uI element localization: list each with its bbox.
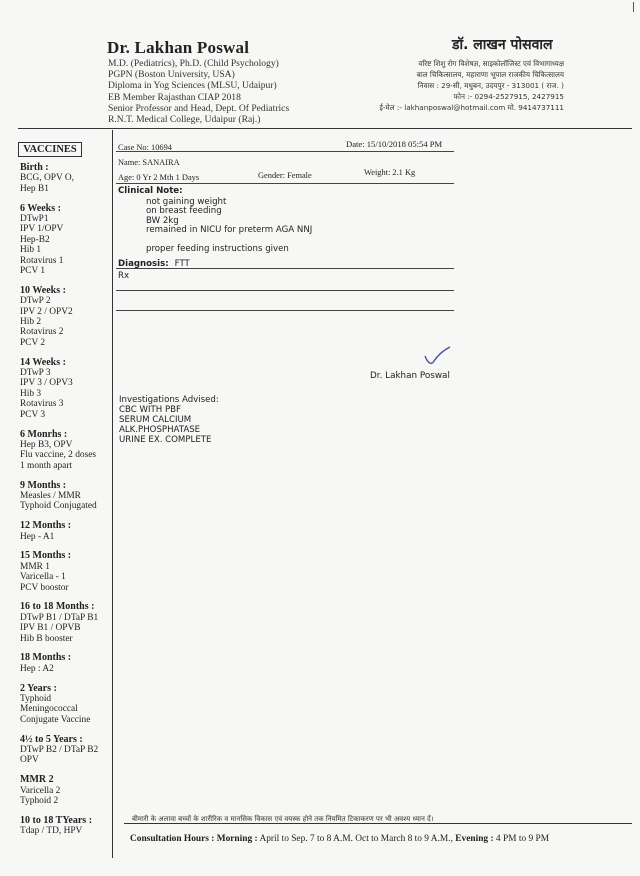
vaccine-age-heading: 15 Months :: [20, 550, 72, 562]
vaccine-item: Rotavirus 3: [20, 399, 64, 410]
vaccine-age-heading: 10 Weeks :: [20, 284, 66, 296]
vaccine-age-heading: 16 to 18 Months :: [20, 601, 95, 613]
vaccine-item: DTwP 2: [20, 296, 51, 307]
vaccine-group: [20, 653, 112, 674]
vaccine-item: DTwP B1 / DTaP B1: [20, 612, 99, 623]
investigation-item: ALK.PHOSPHATASE: [119, 425, 201, 435]
footer-divider: [124, 823, 632, 824]
vaccine-age-heading: Birth :: [20, 162, 49, 173]
investigations: [119, 395, 219, 445]
doctor-name-hindi: डॉ. लाखन पोसवाल: [452, 37, 553, 53]
vaccine-age-heading: 2 Years :: [20, 682, 57, 694]
vaccine-group: [20, 735, 112, 766]
doctor-signoff: Dr. Lakhan Poswal: [370, 371, 450, 381]
clinical-note: [146, 198, 312, 254]
vaccine-item: Flu vaccine, 2 doses: [20, 450, 97, 461]
vaccine-group: [20, 481, 112, 512]
patient-gender: Gender: Female: [258, 171, 312, 180]
vaccine-item: Varicella - 1: [20, 572, 66, 583]
diagnosis-value: FTT: [174, 259, 190, 269]
investigations-label: Investigations Advised:: [119, 395, 219, 405]
rule-line: [116, 310, 454, 311]
vaccine-item: Rotavirus 2: [20, 327, 64, 338]
vaccine-item: Hep - A1: [20, 531, 55, 542]
sidebar-divider: [112, 130, 113, 858]
clinical-note-line: not gaining weight: [146, 197, 227, 207]
vaccine-item: Meningococcal: [20, 704, 78, 715]
vaccine-group: [20, 358, 112, 420]
vaccine-age-heading: MMR 2: [20, 774, 54, 786]
vaccine-group: [20, 775, 112, 806]
vaccine-age-heading: 10 to 18 TYears :: [20, 814, 93, 826]
case-number: Case No: 10694: [118, 143, 172, 152]
doctor-name: Dr. Lakhan Poswal: [107, 38, 250, 57]
vaccine-item: OPV: [20, 755, 39, 766]
qualification-line: Senior Professor and Head, Dept. Of Pediatrics: [108, 102, 290, 114]
vaccine-group: [20, 163, 112, 194]
vaccine-age-heading: 4½ to 5 Years :: [20, 733, 83, 745]
vaccine-item: IPV 1/OPV: [20, 224, 64, 235]
vaccine-item: Hib B booster: [20, 633, 73, 644]
rx-symbol: Rx: [118, 271, 130, 281]
vaccine-age-heading: 9 Months :: [20, 479, 67, 491]
qualification-line: R.N.T. Medical College, Udaipur (Raj.): [108, 114, 261, 126]
vaccine-age-heading: 14 Weeks :: [20, 356, 66, 368]
vaccine-item: Tdap / TD, HPV: [20, 826, 83, 837]
vaccine-age-heading: 6 Monrhs :: [20, 428, 68, 440]
footer-hindi-note: बीमारी के अलावा बच्चों के शारीरिक व मानसिक विकास एवं वयस्क होने तक नियमित टिकाकरण पर भी अवश्य ध्यान दें।: [132, 815, 434, 823]
morning-label: Morning :: [216, 834, 258, 844]
morning-hours: April to Sep. 7 to 8 A.M. Oct to March 8 to 9 A.M.,: [259, 834, 453, 844]
vaccine-group: [20, 430, 112, 472]
qualifications: [108, 58, 289, 125]
patient-age: Age: 0 Yr 2 Mth 1 Days: [118, 173, 200, 182]
vaccine-item: IPV 3 / OPV3: [20, 378, 73, 389]
vaccine-item: Typhoid: [20, 693, 52, 704]
vaccine-item: PCV 2: [20, 337, 46, 348]
vaccine-group: [20, 684, 112, 726]
vaccine-item: Rotavirus 1: [20, 255, 64, 266]
vaccine-item: PCV 1: [20, 266, 46, 277]
vaccine-item: PCV 3: [20, 409, 46, 420]
vaccine-item: DTwP 3: [20, 368, 51, 379]
clinical-note-line: remained in NICU for preterm AGA NNJ: [146, 225, 313, 236]
signature-mark: [422, 346, 452, 368]
diagnosis-label: Diagnosis:: [118, 259, 169, 269]
vaccine-age-heading: 6 Weeks :: [20, 202, 61, 214]
investigation-item: URINE EX. COMPLETE: [119, 435, 212, 445]
vaccine-schedule: [20, 163, 112, 846]
visit-date: Date: 15/10/2018 05:54 PM: [346, 139, 443, 149]
vaccine-item: Varicella 2: [20, 785, 61, 796]
hindi-line: बाल चिकित्सालय, महाराणा भूपाल राजकीय चिकित्सालय: [416, 70, 564, 79]
investigation-item: CBC WITH PBF: [119, 405, 181, 415]
rule-line: [116, 183, 454, 184]
clinical-note-line: proper feeding instructions given: [146, 244, 289, 255]
qualification-line: PGPN (Boston University, USA): [108, 69, 235, 81]
vaccine-item: Conjugate Vaccine: [20, 714, 91, 725]
consultation-hours: [130, 834, 549, 844]
vaccines-title: VACCINES: [18, 142, 82, 157]
vaccine-item: Measles / MMR: [20, 490, 81, 501]
clinical-note-line: BW 2kg: [146, 215, 179, 226]
vaccine-group: [20, 204, 112, 277]
vaccine-group: [20, 551, 112, 593]
qualification-line: M.D. (Pediatrics), Ph.D. (Child Psychology): [108, 58, 279, 69]
qualification-line: EB Member Rajasthan CIAP 2018: [108, 91, 241, 103]
vaccine-item: IPV B1 / OPVB: [20, 623, 81, 634]
rule-line: [116, 290, 454, 291]
vaccine-group: [20, 286, 112, 348]
vaccine-item: MMR 1: [20, 561, 50, 572]
qualification-line: Diploma in Yog Sciences (MLSU, Udaipur): [108, 80, 277, 92]
rule-line: [116, 268, 454, 269]
evening-label: Evening :: [455, 834, 494, 844]
clinical-note-label: Clinical Note:: [118, 186, 183, 196]
vaccine-item: PCV boostor: [20, 582, 69, 593]
header-divider: [18, 128, 632, 129]
vaccine-item: Typhoid Conjugated: [20, 501, 97, 512]
hours-label: Consultation Hours :: [130, 834, 215, 844]
vaccine-item: BCG, OPV O,: [20, 173, 75, 184]
vaccine-item: Hep : A2: [20, 663, 54, 674]
hindi-address-block: [304, 58, 564, 113]
vaccine-item: DTwP B2 / DTaP B2: [20, 744, 99, 755]
patient-name: Name: SANAIRA: [118, 158, 180, 167]
vaccine-age-heading: 12 Months :: [20, 520, 72, 532]
hindi-line: ई-मेल :- lakhanposwal@hotmail.com मो. 9414737111: [379, 103, 564, 112]
investigation-item: SERUM CALCIUM: [119, 415, 192, 425]
vaccine-group: [20, 521, 112, 542]
vaccine-age-heading: 18 Months :: [20, 652, 72, 664]
vaccine-item: Hib 1: [20, 245, 42, 256]
vaccine-item: Hep B1: [20, 183, 49, 194]
vaccine-item: Hep B3, OPV: [20, 439, 73, 450]
vaccine-item: Typhoid 2: [20, 796, 59, 806]
evening-hours: 4 PM to 9 PM: [495, 834, 550, 844]
vaccine-item: DTwP1: [20, 214, 49, 225]
patient-weight: Weight: 2.1 Kg: [364, 168, 416, 177]
vaccine-item: IPV 2 / OPV2: [20, 306, 73, 317]
vaccine-group: [20, 816, 112, 837]
vaccine-item: Hep-B2: [20, 234, 50, 245]
hindi-line: वरिष्ट शिशु रोग विशेषज्ञ, साइकोलॉजिस्ट एवं विभागाध्यक्ष: [418, 59, 564, 68]
vaccine-item: Hib 2: [20, 317, 42, 328]
clinical-note-line: on breast feeding: [146, 206, 222, 217]
vaccine-item: 1 month apart: [20, 460, 73, 471]
hindi-line: फोन :- 0294-2527915, 2427915: [453, 92, 564, 101]
page-corner-mark: [625, 2, 634, 12]
hindi-line: निवास : 29-सी, मधुबन, उदयपुर - 313001 ( राज. ): [417, 81, 564, 90]
vaccine-item: Hib 3: [20, 388, 42, 399]
rule-line: [116, 151, 454, 152]
vaccine-group: [20, 602, 112, 644]
